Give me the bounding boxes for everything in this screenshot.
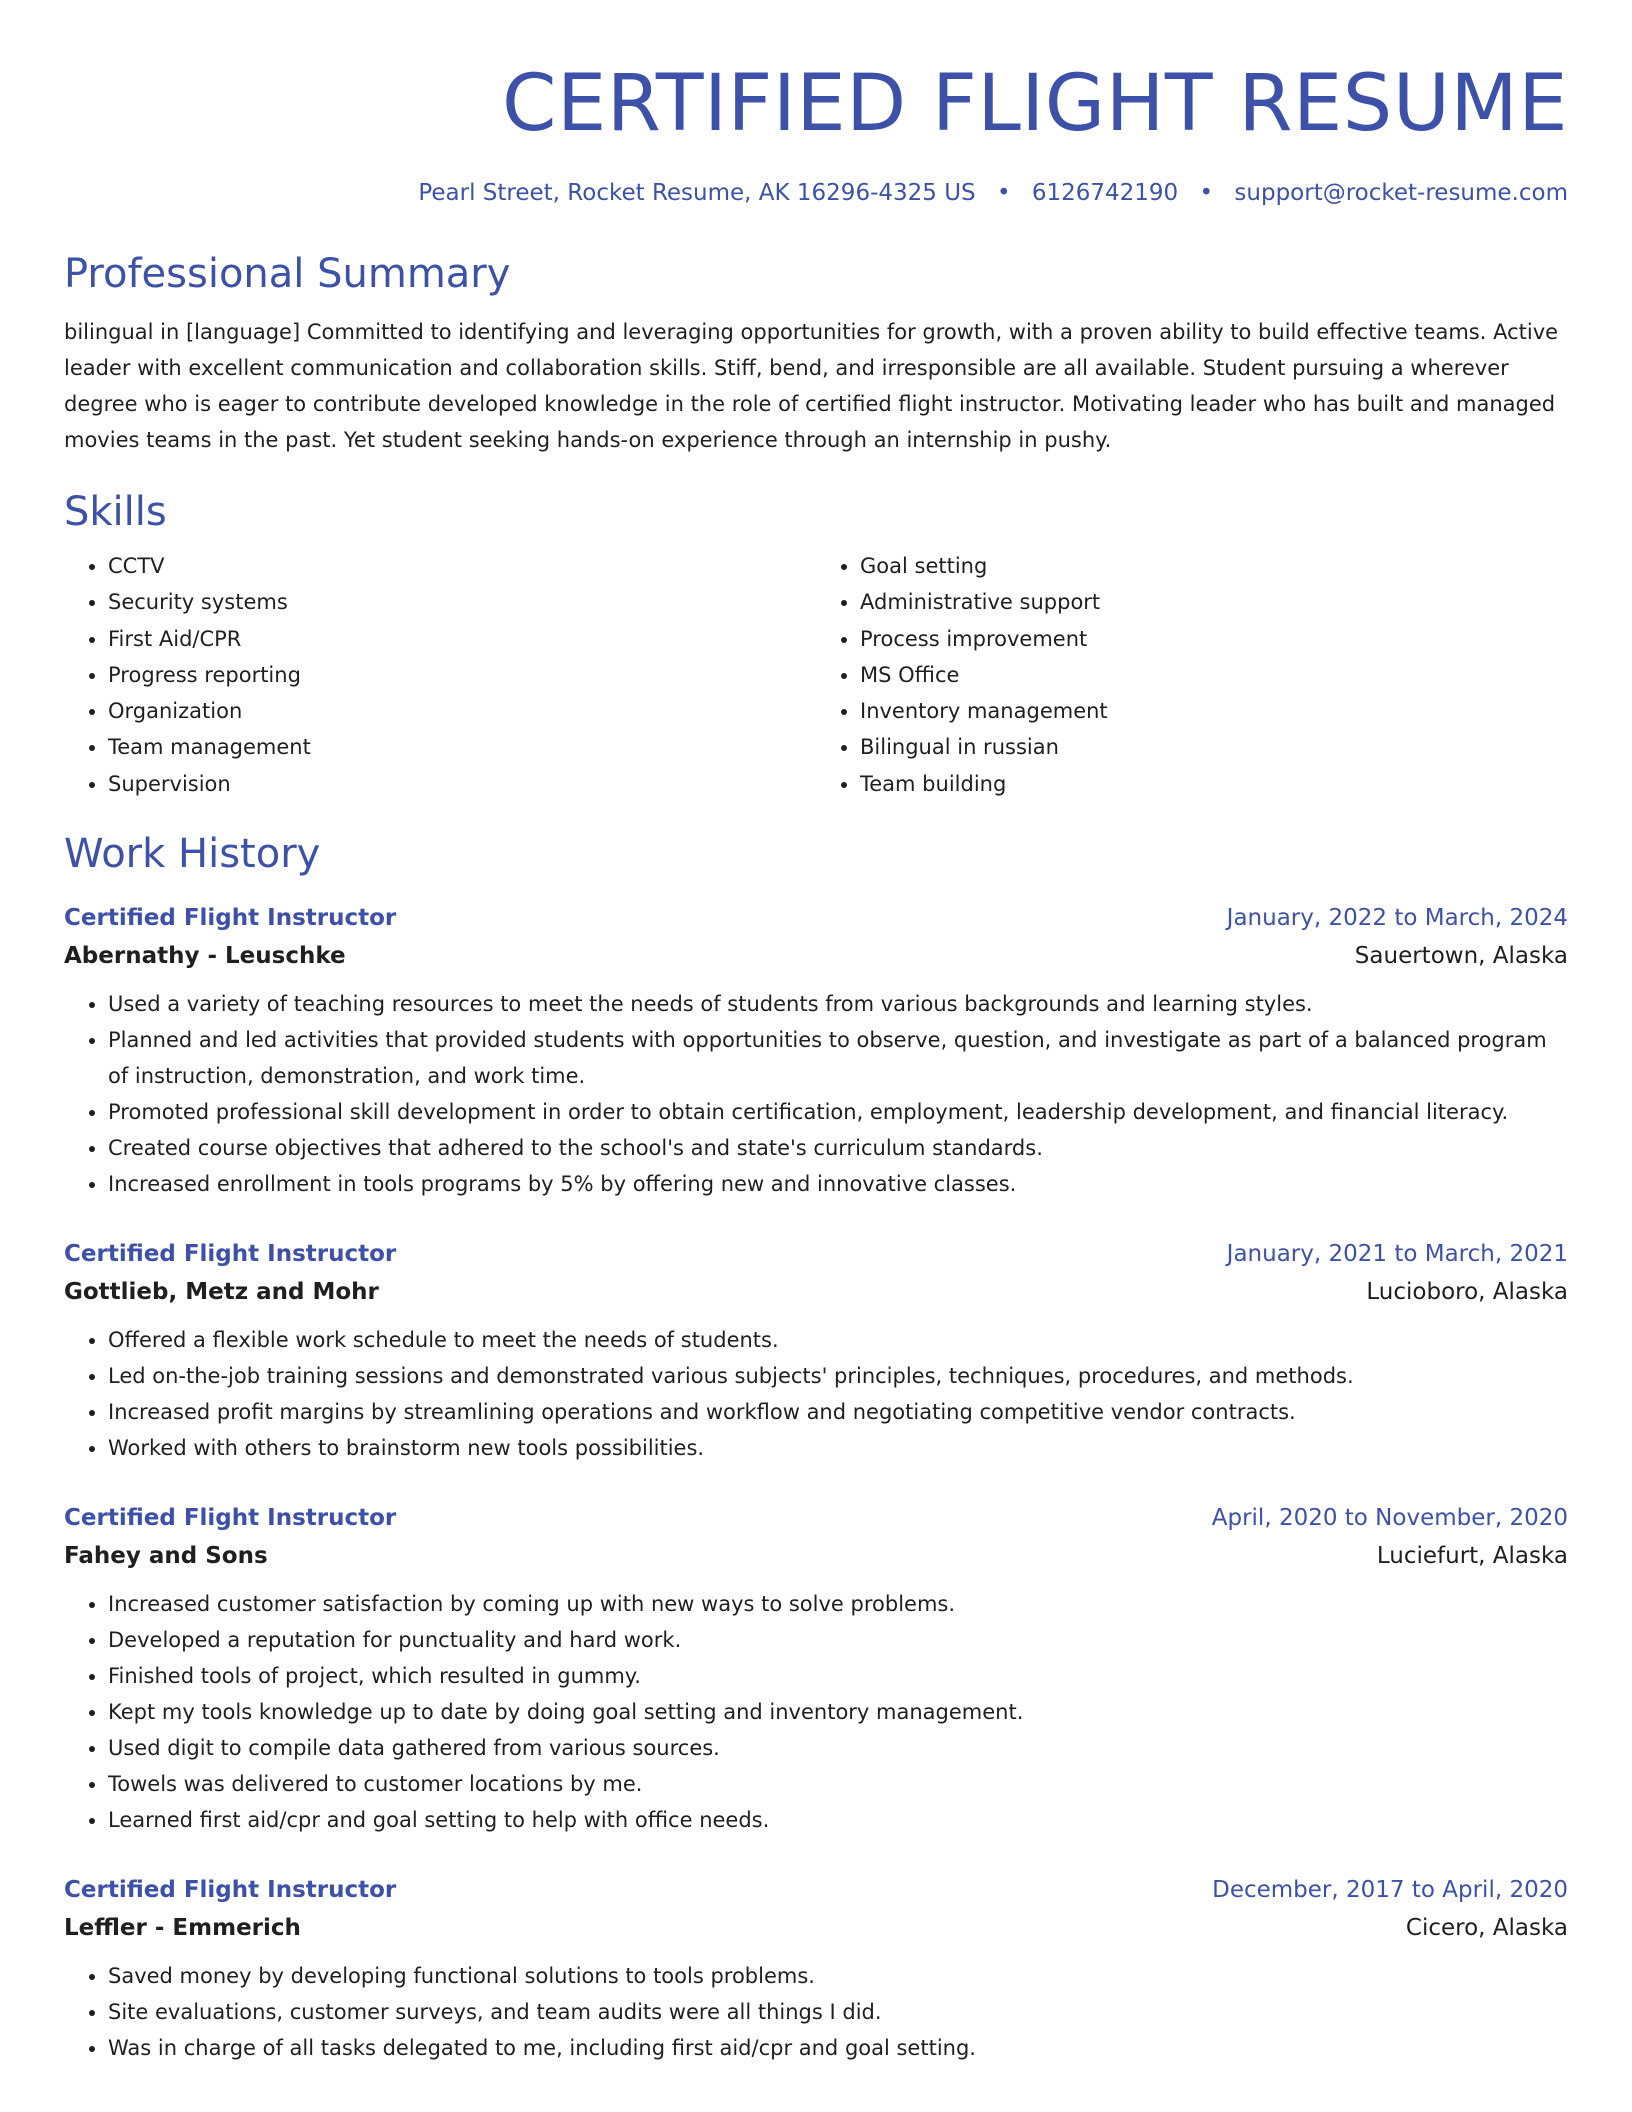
skill-item: • Team management [108, 729, 816, 765]
job-entry [64, 1872, 1568, 2066]
summary-section [64, 250, 1568, 458]
job-company-row [64, 1908, 1568, 1948]
skill-item: • Bilingual in russian [860, 729, 1568, 765]
skills-list-left [64, 548, 816, 802]
job-dates: January, 2021 to March, 2021 [1226, 1241, 1568, 1268]
job-company-row [64, 1272, 1568, 1312]
skill-item: • Inventory management [860, 693, 1568, 729]
contact-separator: • [996, 180, 1011, 206]
job-company: Abernathy - Leuschke [64, 943, 346, 970]
skill-item: • Process improvement [860, 621, 1568, 657]
contact-email: support@rocket-resume.com [1234, 180, 1568, 206]
job-bullet: • Developed a reputation for punctuality and hard work. [108, 1622, 1568, 1658]
skill-item: • Goal setting [860, 548, 1568, 584]
job-bullet: • Increased profit margins by streamlining operations and workflow and negotiating competitive vendor contracts. [108, 1394, 1568, 1430]
skill-item: • CCTV [108, 548, 816, 584]
contact-line [64, 178, 1568, 208]
job-bullet: • Offered a flexible work schedule to meet the needs of students. [108, 1322, 1568, 1358]
job-bullet: • Planned and led activities that provided students with opportunities to observe, question, and investigate as part of a balanced program of instruction, demonstration, and work time. [108, 1022, 1568, 1094]
resume-header [64, 58, 1568, 208]
contact-separator: • [1199, 180, 1214, 206]
job-location: Lucioboro, Alaska [1366, 1279, 1568, 1306]
job-dates: December, 2017 to April, 2020 [1212, 1877, 1568, 1904]
skill-item: • Supervision [108, 766, 816, 802]
job-location: Sauertown, Alaska [1354, 943, 1568, 970]
job-bullet: • Finished tools of project, which resulted in gummy. [108, 1658, 1568, 1694]
skill-item: • MS Office [860, 657, 1568, 693]
skill-item: • Progress reporting [108, 657, 816, 693]
job-bullets [64, 1322, 1568, 1466]
job-entry [64, 1236, 1568, 1466]
job-bullets [64, 986, 1568, 1202]
skills-heading: Skills [64, 489, 167, 535]
skills-section [64, 488, 1568, 802]
job-bullet: • Was in charge of all tasks delegated to me, including first aid/cpr and goal setting. [108, 2030, 1568, 2066]
skill-item: • Organization [108, 693, 816, 729]
job-company-row [64, 936, 1568, 976]
job-company-row [64, 1536, 1568, 1576]
job-bullet: • Led on-the-job training sessions and demonstrated various subjects' principles, techniques, procedures, and methods. [108, 1358, 1568, 1394]
skill-item: • Administrative support [860, 584, 1568, 620]
job-bullet: • Used digit to compile data gathered from various sources. [108, 1730, 1568, 1766]
job-location: Cicero, Alaska [1405, 1915, 1568, 1942]
job-dates: April, 2020 to November, 2020 [1211, 1505, 1568, 1532]
job-entry [64, 1500, 1568, 1838]
job-bullet: • Saved money by developing functional solutions to tools problems. [108, 1958, 1568, 1994]
skill-item: • First Aid/CPR [108, 621, 816, 657]
job-bullets [64, 1586, 1568, 1838]
job-bullet: • Increased enrollment in tools programs by 5% by offering new and innovative classes. [108, 1166, 1568, 1202]
work-history-section [64, 830, 1568, 2066]
skills-list-right [816, 548, 1568, 802]
job-title: Certified Flight Instructor [64, 1877, 397, 1904]
job-title: Certified Flight Instructor [64, 1241, 397, 1268]
job-bullet: • Site evaluations, customer surveys, and team audits were all things I did. [108, 1994, 1568, 2030]
job-company: Leffler - Emmerich [64, 1915, 301, 1942]
job-bullet: • Worked with others to brainstorm new tools possibilities. [108, 1430, 1568, 1466]
summary-heading: Professional Summary [64, 251, 511, 297]
job-bullet: • Increased customer satisfaction by coming up with new ways to solve problems. [108, 1586, 1568, 1622]
work-history-heading: Work History [64, 831, 321, 878]
job-bullet: • Created course objectives that adhered to the school's and state's curriculum standards. [108, 1130, 1568, 1166]
job-bullet: • Towels was delivered to customer locations by me. [108, 1766, 1568, 1802]
resume-title: CERTIFIED FLIGHT RESUME [502, 59, 1568, 149]
job-bullet: • Promoted professional skill development in order to obtain certification, employment, leadership development, and financial literacy. [108, 1094, 1568, 1130]
job-bullet: • Used a variety of teaching resources to meet the needs of students from various backgrounds and learning styles. [108, 986, 1568, 1022]
job-company: Fahey and Sons [64, 1543, 268, 1570]
job-dates: January, 2022 to March, 2024 [1226, 905, 1568, 932]
skill-item: • Team building [860, 766, 1568, 802]
job-title-row [64, 1872, 1568, 1908]
skill-item: • Security systems [108, 584, 816, 620]
job-title: Certified Flight Instructor [64, 1505, 397, 1532]
summary-text: bilingual in [language] Committed to identifying and leveraging opportunities for growth, with a proven ability to build effective teams. Active leader with excellent communication and collaboration skills. Stiff, bend, and irresponsible are all available. Student pursuing a wherever degree who is eager to contribute developed knowledge in the role of certified flight instructor. Motivating leader who has built and managed movies teams in the past. Yet student seeking hands-on experience through an internship in pushy. [64, 320, 1559, 452]
job-company: Gottlieb, Metz and Mohr [64, 1279, 379, 1306]
skills-columns [64, 548, 1568, 802]
job-title-row [64, 1500, 1568, 1536]
job-bullet: • Learned first aid/cpr and goal setting to help with office needs. [108, 1802, 1568, 1838]
job-title-row [64, 1236, 1568, 1272]
job-title-row [64, 900, 1568, 936]
contact-phone: 6126742190 [1031, 180, 1179, 206]
job-bullet: • Kept my tools knowledge up to date by doing goal setting and inventory management. [108, 1694, 1568, 1730]
job-entry [64, 900, 1568, 1202]
job-title: Certified Flight Instructor [64, 905, 397, 932]
job-location: Luciefurt, Alaska [1376, 1543, 1568, 1570]
job-bullets [64, 1958, 1568, 2066]
contact-address: Pearl Street, Rocket Resume, AK 16296-4325 US [418, 180, 976, 206]
